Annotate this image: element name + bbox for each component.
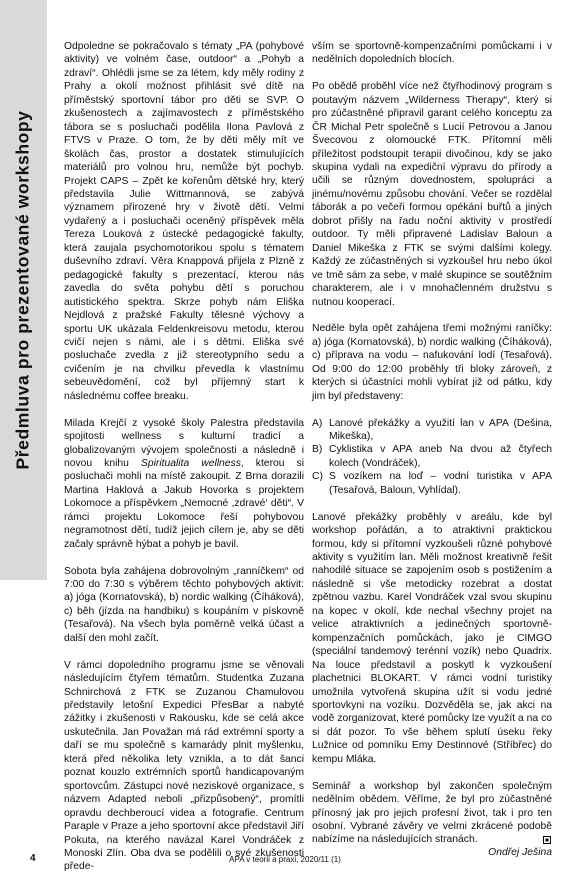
paragraph: Neděle byla opět zahájena třemi možnými raníčky: a) jóga (Kornatovská), b) nordic walking (Číháková), c) příprava na vodu – nafukování lodí (Tesařová). Od 9:00 do 12:00 proběhly tři bloky zároveň, z kterých si účastníci mohli vybírat již od pátku, kdy jim byl představeny: bbox=[312, 323, 552, 402]
paragraph: Po obědě proběhl více než čtyřhodinový program s poutavým názvem „Wilderness Therapy“, který si pro zúčastněné připravil garant celého konceptu za ČR Michal Petr společně s Lucií Petrovou a Janou Švecovou z olomoucké FTK. Přítomní měli příležitost podstoupit terapii divočinou, kdy se jako skupina vydali na expediční výpravu do přírody a učili se různým dovednostem, spolupráci a jinému/novému způsobu chování. Večer se rozdělal táborák a po večeři formou opékání buřtů a jiných dobrot přišly na řadu noční aktivity v prostředí outdoor. Ty měli připravené Ladislav Baloun a Daniel Mikeška z FTK se svými dalšími kolegy. Každý ze zúčastněných si vyzkoušel hru nebo úkol ve tmě sám za sebe, v malé skupince se soutěžním charakterem, ale i v mnohačlenném družstvu s nutnou kooperací. bbox=[312, 81, 552, 308]
workshop-list bbox=[312, 417, 552, 498]
list-marker: A) bbox=[312, 417, 323, 429]
paragraph bbox=[312, 780, 552, 847]
paragraph: V rámci dopoledního programu jsme se věnovali následujícím čtyřem tématům. Studentka Zuzana Schnirchová z FTK se Zuzanou Chamulovou představily letošní Expedici PřesBar a nabyté zážitky i zkušenosti v Rakousku, kde se celá akce uskutečnila. Jan Považan má rád extrémní sporty a daří se mu společně s kamarády plnit myšlenku, která před několika lety vznikla, a to dát šanci poznat kouzlo extrémních sportů handicapovaným sportovcům. Zástupci nové neziskové organizace, s názvem Adapted neboli „přizpůsobený“, promítli opravdu dechberoucí videa a fotografie. Centrum Paraple v Praze a jeho sportovní akce představil Jiří Pokuta, na kterého navázal Karel Vondráček z Monoski Zlín. Oba dva se podělili o své zkušenosti přede- bbox=[64, 659, 304, 873]
list-marker: B) bbox=[312, 444, 323, 456]
section-side-band bbox=[0, 0, 47, 580]
end-of-article-icon bbox=[543, 836, 551, 844]
paragraph-text: Seminář a workshop byl zakončen společným nedělním obědem. Věříme, že byl pro zúčastněné přínosný jak pro jejich profesní život, tak i pro ten osobní. Vybrané závěry ve velmi zkrácené podobě nabízíme na následujících stranách. bbox=[312, 780, 552, 846]
section-title: Předmluva pro prezentované workshopy bbox=[12, 110, 33, 470]
right-column bbox=[312, 40, 552, 859]
paragraph: Odpoledne se pokračovalo s tématy „PA (pohybové aktivity) ve volném čase, outdoor“ a „Pohyb a zdraví“. Ohlédli jsme se za létem, kdy měly rodiny z Prahy a okolí možnost přihlásit své dítě na příměstský sportovní tábor pro děti se SVP. O zkušenostech a zajímavostech z příměstského tábora se s posluchači podělila Ilona Pavlová z FTVS v Praze. O tom, že by děti měly mít ve školách čas, prostor a dostatek stimulujících materiálů pro volnou hru, nemůže být pochyb. Projekt CAPS – Zpět ke kořenům dětské hry, který představila Julie Wittmannová, se zabývá významem přirozené hry v životě dětí. Velmi vydařený a i posluchači oceněný příspěvek měla Tereza Louková z ústecké pedagogické fakulty, která zaujala psychomotorikou spolu s tématem duševního zdraví. Věra Knappová přijela z Plzně z pedagogické fakulty s prezentací, kterou nás zavedla do světa pohybu dětí s poruchou autistického spektra. Skrze pohyb nám Eliška Nejdlová z pražské Fakulty tělesné výchovy a sportu UK ukázala Feldenkreisovu metodu, kterou cvičí nejen s námi, ale i s dětmi. Eliška své posluchače zvedla z již stereotypního sedu a cvičením je na chvilku převedla k vlastnímu sebeuvědomění, což byl příjemný start k následnému coffee breaku. bbox=[64, 41, 304, 402]
paragraph-text: , kterou si posluchači mohli na místě zakoupit. Z Brna dorazili Martina Haklová a Jakub Hovorka s projektem Lokomoce a příspěvkem „Nemocné ,zdravé‘ děti“. V rámci projektu Lokomoce řeší pohybovou negramotnost dětí, tudíž jejich cílem je, aby se děti začaly správně hýbat a pohyb je bavil. bbox=[64, 457, 304, 550]
paragraph-text: Milada Krejčí z vysoké školy Palestra představila spojitosti wellness s kulturní tradicí a globalizovaným vývojem společnosti a následně i novou knihu bbox=[64, 417, 304, 469]
list-item bbox=[312, 417, 552, 444]
list-item bbox=[312, 443, 552, 470]
list-item-text: Lanové překážky a využití lan v APA (Dešina, Mikeška), bbox=[329, 417, 552, 442]
paragraph: vším se sportovně-kompenzačními pomůckami i v nedělních dopoledních blocích. bbox=[312, 41, 552, 66]
page-number: 4 bbox=[30, 853, 36, 864]
list-item-text: Cyklistika v APA aneb Na dvou až čtyřech kolech (Vondráček), bbox=[329, 444, 552, 469]
list-item bbox=[312, 470, 552, 497]
book-title: Spiritualita wellness bbox=[140, 457, 241, 469]
paragraph: Sobota byla zahájena dobrovolným „ranníčkem“ od 7:00 do 7:30 s výběrem těchto pohybových aktivit: a) jóga (Kornatovská), b) nordic walking (Číháková), c) běh (jízda na handbiku) s koupáním v pískovně (Tesařová). Na všech byla poměrně velká účast a další den mohl začít. bbox=[64, 565, 304, 644]
left-column bbox=[64, 40, 304, 887]
list-item-text: S vozíkem na loď – vodní turistika v APA (Tesařová, Baloun, Vyhlídal). bbox=[329, 471, 552, 496]
paragraph bbox=[64, 417, 304, 552]
paragraph: Lanové překážky proběhly v areálu, kde byl workshop pořádán, a to atraktivní praktickou formou, kdy si přítomní vyzkoušeli různé pohybové aktivity s využitím lan. Měli možnost kreativně řešit nahodilé situace se zapojením osob s postižením a následně si vše metodicky rozebrat a dostat zpětnou vazbu. Karel Vondráček vzal svou skupinu na kopec v okolí, kde nechal všechny projet na velice atraktivních a jedinečných sportovně-kompenzačních pomůckách, jako je CIMGO (speciální tandemový terénní vozík) nebo Quadrix. Na louce představil a poskytl k vyzkoušení plachetnici BLOKART. V rámci vodní turistiky umožnila vytvořená skupina užít si vodu jedné sportovkyni na vozíku. Dozvěděla se, jak akci na vodě zorganizovat, které pomůcky lze využít a na co si dát pozor. To vše během splutí úseku řeky Lužnice od pomníku Emy Destinnové (Stříbřec) do kempu Mláka. bbox=[312, 511, 552, 765]
author-signature: Ondřej Ješina bbox=[488, 846, 552, 858]
list-marker: C) bbox=[312, 471, 323, 483]
journal-citation: APA v teorii a praxi, 2020/11 (1) bbox=[229, 855, 341, 864]
